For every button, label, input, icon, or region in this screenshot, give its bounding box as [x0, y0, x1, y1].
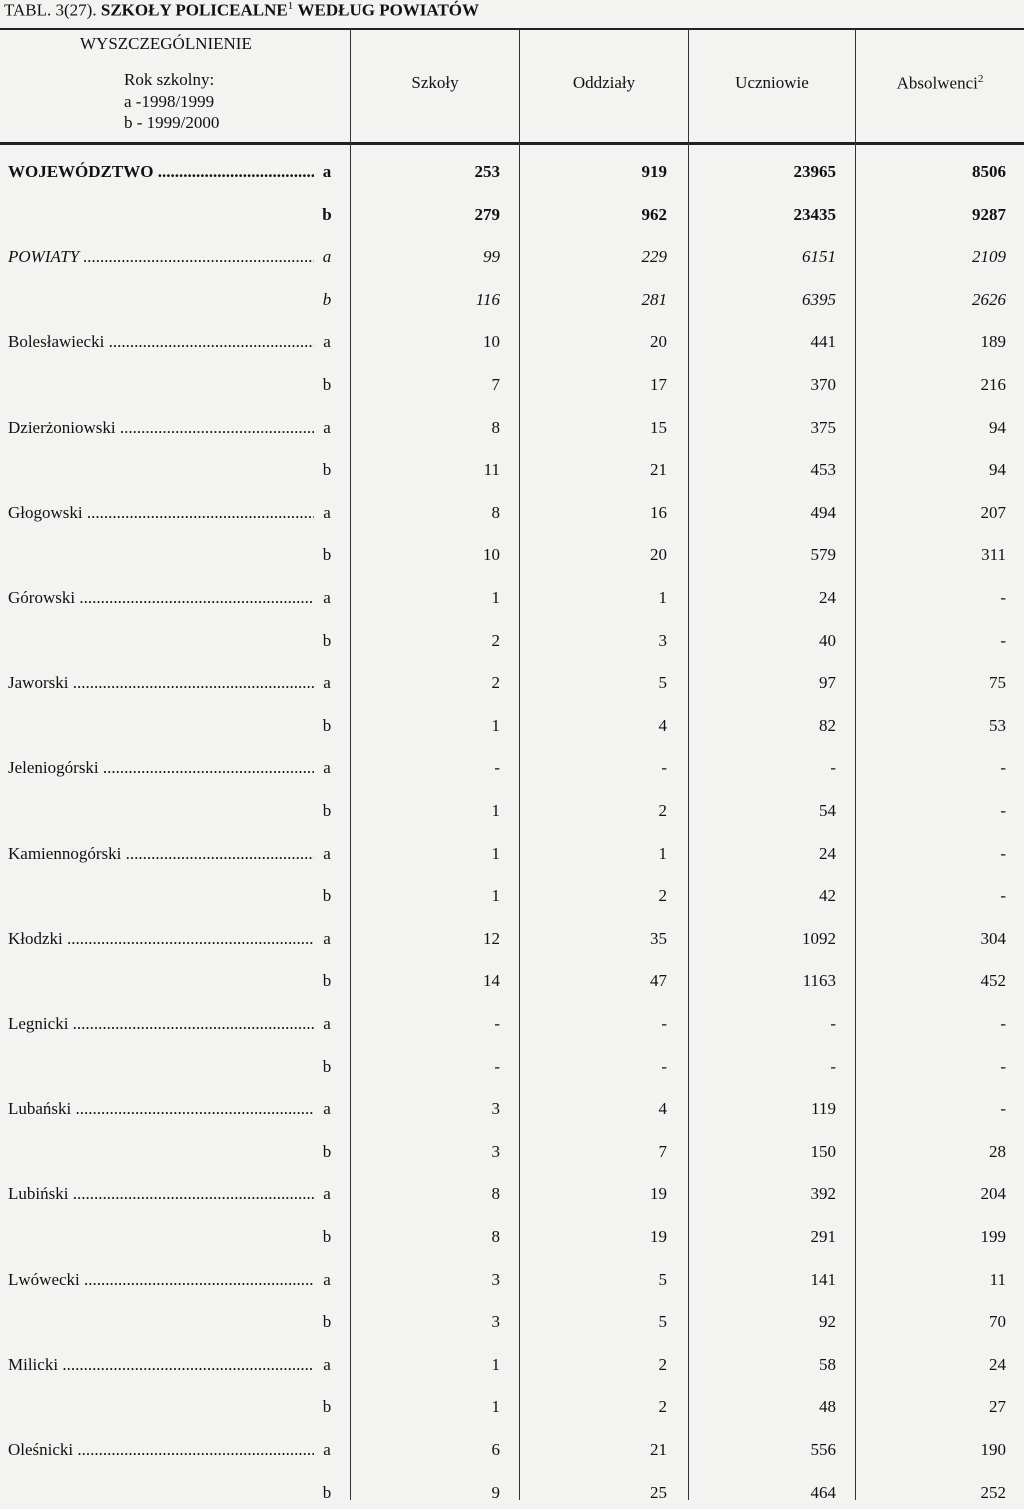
table-row [0, 754, 1024, 784]
cell-szkoly: 6 [491, 1440, 500, 1459]
cell-oddzialy: - [661, 1057, 667, 1076]
cell-szkoly: 279 [474, 205, 500, 224]
cell-oddzialy: 16 [650, 503, 667, 522]
cell-oddzialy: 5 [658, 1270, 667, 1289]
cell-szkoly: 3 [491, 1142, 500, 1161]
cell-szkoly: 1 [491, 588, 500, 607]
cell-oddzialy: 2 [658, 1397, 667, 1416]
cell-szkoly: 1 [491, 1355, 500, 1374]
table-number: TABL. 3(27). [4, 0, 97, 20]
column-header-uczniowie: Uczniowie [735, 73, 809, 92]
cell-absolwenci: 9287 [972, 205, 1006, 224]
table-row [0, 1010, 1024, 1040]
cell-absolwenci: 189 [980, 332, 1006, 351]
cell-absolwenci: 199 [980, 1227, 1006, 1246]
cell-uczniowie: 1163 [802, 971, 836, 990]
header-top-rule [0, 28, 1024, 30]
table-row [0, 158, 1024, 188]
row-label: Kłodzki ..... [8, 929, 314, 949]
cell-absolwenci: 70 [989, 1312, 1006, 1331]
table-row [0, 797, 1024, 827]
school-year-code: b [320, 1397, 334, 1417]
stub-header-b: b - 1999/2000 [124, 113, 220, 132]
school-year-code: a [320, 247, 334, 267]
stub-header-title: WYSZCZEGÓLNIENIE [80, 34, 252, 53]
table-row [0, 1053, 1024, 1083]
cell-oddzialy: 1 [658, 844, 667, 863]
cell-absolwenci: 216 [980, 375, 1006, 394]
row-label: Bolesławiecki ..... [8, 332, 314, 352]
table-title-rest: WEDŁUG POWIATÓW [297, 0, 480, 20]
cell-szkoly: 8 [491, 503, 500, 522]
table-row [0, 669, 1024, 699]
school-year-code: b [320, 886, 334, 906]
cell-szkoly: 8 [491, 1227, 500, 1246]
cell-szkoly: 1 [491, 716, 500, 735]
stub-header-a: a -1998/1999 [124, 92, 215, 111]
cell-uczniowie: 370 [810, 375, 836, 394]
cell-absolwenci: 24 [989, 1355, 1006, 1374]
footnote-2-marker: 2 [977, 73, 984, 85]
cell-szkoly: 12 [483, 929, 500, 948]
cell-absolwenci: - [1000, 1014, 1006, 1033]
column-header-absolwenci [856, 73, 1024, 94]
table-row [0, 1479, 1024, 1509]
cell-oddzialy: 281 [641, 290, 667, 309]
school-year-code: a [320, 1099, 334, 1119]
cell-uczniowie: 119 [811, 1099, 836, 1118]
table-row [0, 882, 1024, 912]
cell-absolwenci: - [1000, 588, 1006, 607]
row-label: Lubański ..... [8, 1099, 314, 1119]
school-year-code: b [320, 1312, 334, 1332]
cell-oddzialy: 21 [650, 1440, 667, 1459]
cell-uczniowie: 23965 [793, 162, 836, 181]
cell-absolwenci: 204 [980, 1184, 1006, 1203]
cell-szkoly: 3 [491, 1270, 500, 1289]
table-row [0, 1223, 1024, 1253]
school-year-code: a [320, 1440, 334, 1460]
cell-uczniowie: - [830, 1014, 836, 1033]
cell-uczniowie: 54 [819, 801, 836, 820]
cell-uczniowie: 150 [810, 1142, 836, 1161]
cell-uczniowie: 92 [819, 1312, 836, 1331]
cell-absolwenci: 452 [980, 971, 1006, 990]
cell-szkoly: 1 [491, 1397, 500, 1416]
cell-oddzialy: 19 [650, 1184, 667, 1203]
cell-uczniowie: 375 [810, 418, 836, 437]
column-header-oddzialy: Oddziały [572, 73, 636, 92]
cell-szkoly: - [494, 1057, 500, 1076]
table-row [0, 1436, 1024, 1466]
cell-oddzialy: 5 [658, 673, 667, 692]
cell-szkoly: 14 [483, 971, 500, 990]
table-row [0, 456, 1024, 486]
cell-szkoly: 7 [491, 375, 500, 394]
school-year-code: a [320, 1014, 334, 1034]
table-row [0, 371, 1024, 401]
cell-absolwenci: - [1000, 758, 1006, 777]
table-row [0, 1351, 1024, 1381]
table-row [0, 541, 1024, 571]
cell-szkoly: - [494, 1014, 500, 1033]
cell-szkoly: 1 [491, 844, 500, 863]
row-label: Jeleniogórski ..... [8, 758, 314, 778]
cell-oddzialy: 20 [650, 332, 667, 351]
cell-absolwenci: 190 [980, 1440, 1006, 1459]
school-year-code: b [320, 1057, 334, 1077]
cell-absolwenci: - [1000, 886, 1006, 905]
cell-szkoly: 8 [491, 418, 500, 437]
cell-szkoly: 10 [483, 545, 500, 564]
school-year-code: b [320, 1227, 334, 1247]
cell-absolwenci: 311 [981, 545, 1006, 564]
cell-oddzialy: 1 [658, 588, 667, 607]
table-row [0, 414, 1024, 444]
cell-oddzialy: 19 [650, 1227, 667, 1246]
cell-szkoly: 3 [491, 1312, 500, 1331]
cell-oddzialy: - [661, 1014, 667, 1033]
cell-absolwenci: - [1000, 801, 1006, 820]
stub-header-year: Rok szkolny: [124, 70, 215, 89]
table-row [0, 1138, 1024, 1168]
cell-oddzialy: 15 [650, 418, 667, 437]
cell-oddzialy: 919 [641, 162, 667, 181]
school-year-code: a [320, 844, 334, 864]
cell-uczniowie: - [830, 758, 836, 777]
cell-oddzialy: 4 [658, 716, 667, 735]
table-row [0, 243, 1024, 273]
cell-szkoly: 3 [491, 1099, 500, 1118]
cell-uczniowie: 579 [810, 545, 836, 564]
school-year-code: b [320, 460, 334, 480]
table-row [0, 328, 1024, 358]
cell-oddzialy: 25 [650, 1483, 667, 1502]
table-row [0, 925, 1024, 955]
row-label: Jaworski ..... [8, 673, 314, 693]
cell-szkoly: 2 [491, 631, 500, 650]
school-year-code: b [320, 801, 334, 821]
school-year-code: a [320, 588, 334, 608]
cell-absolwenci: 8506 [972, 162, 1006, 181]
row-label: Legnicki ..... [8, 1014, 314, 1034]
row-label: Kamiennogórski ..... [8, 844, 314, 864]
school-year-code: a [320, 929, 334, 949]
cell-uczniowie: 453 [810, 460, 836, 479]
school-year-code: b [320, 1483, 334, 1503]
table-row [0, 967, 1024, 997]
cell-uczniowie: 24 [819, 588, 836, 607]
cell-absolwenci: 53 [989, 716, 1006, 735]
cell-szkoly: 1 [491, 801, 500, 820]
cell-oddzialy: 229 [641, 247, 667, 266]
cell-uczniowie: 6151 [802, 247, 836, 266]
school-year-code: b [320, 716, 334, 736]
cell-oddzialy: 2 [658, 801, 667, 820]
cell-absolwenci: 2626 [972, 290, 1006, 309]
column-header-szkoly: Szkoły [411, 73, 459, 92]
cell-uczniowie: 40 [819, 631, 836, 650]
table-row [0, 1393, 1024, 1423]
cell-oddzialy: 2 [658, 1355, 667, 1374]
cell-uczniowie: 48 [819, 1397, 836, 1416]
school-year-code: a [320, 418, 334, 438]
cell-absolwenci: 11 [989, 1270, 1006, 1289]
cell-uczniowie: - [830, 1057, 836, 1076]
cell-szkoly: 99 [483, 247, 500, 266]
table-row [0, 584, 1024, 614]
table-row [0, 627, 1024, 657]
cell-absolwenci: 28 [989, 1142, 1006, 1161]
cell-szkoly: 253 [474, 162, 500, 181]
cell-absolwenci: 94 [989, 460, 1006, 479]
row-label: Milicki ..... [8, 1355, 314, 1375]
cell-uczniowie: 494 [810, 503, 836, 522]
row-label: WOJEWÓDZTWO ..... [8, 162, 314, 182]
cell-absolwenci: 27 [989, 1397, 1006, 1416]
cell-absolwenci: 2109 [972, 247, 1006, 266]
table-row [0, 1266, 1024, 1296]
school-year-code: a [320, 1184, 334, 1204]
school-year-code: a [320, 162, 334, 182]
school-year-code: b [320, 545, 334, 565]
cell-absolwenci: 75 [989, 673, 1006, 692]
cell-oddzialy: 21 [650, 460, 667, 479]
cell-szkoly: - [494, 758, 500, 777]
cell-oddzialy: 962 [641, 205, 667, 224]
row-label: Lubiński ..... [8, 1184, 314, 1204]
cell-szkoly: 8 [491, 1184, 500, 1203]
cell-uczniowie: 556 [810, 1440, 836, 1459]
school-year-code: a [320, 332, 334, 352]
row-label: Dzierżoniowski ..... [8, 418, 314, 438]
cell-oddzialy: 5 [658, 1312, 667, 1331]
cell-absolwenci: 94 [989, 418, 1006, 437]
cell-uczniowie: 1092 [802, 929, 836, 948]
cell-szkoly: 10 [483, 332, 500, 351]
cell-absolwenci: 207 [980, 503, 1006, 522]
cell-oddzialy: 4 [658, 1099, 667, 1118]
cell-szkoly: 1 [491, 886, 500, 905]
row-label: POWIATY ..... [8, 247, 314, 267]
cell-absolwenci: 304 [980, 929, 1006, 948]
header-bottom-rule [0, 142, 1024, 145]
cell-oddzialy: 20 [650, 545, 667, 564]
cell-uczniowie: 141 [810, 1270, 836, 1289]
school-year-code: a [320, 1355, 334, 1375]
cell-uczniowie: 97 [819, 673, 836, 692]
table-row [0, 1180, 1024, 1210]
table-row [0, 1308, 1024, 1338]
school-year-code: b [320, 290, 334, 310]
cell-uczniowie: 6395 [802, 290, 836, 309]
cell-uczniowie: 23435 [793, 205, 836, 224]
cell-oddzialy: 3 [658, 631, 667, 650]
table-row [0, 1095, 1024, 1125]
table-title-main: SZKOŁY POLICEALNE [100, 0, 288, 20]
cell-absolwenci: - [1000, 1099, 1006, 1118]
footnote-1-marker: 1 [287, 0, 294, 12]
table-row [0, 712, 1024, 742]
cell-oddzialy: - [661, 758, 667, 777]
table-row [0, 201, 1024, 231]
cell-szkoly: 11 [483, 460, 500, 479]
table-row [0, 840, 1024, 870]
cell-oddzialy: 2 [658, 886, 667, 905]
cell-absolwenci: - [1000, 631, 1006, 650]
school-year-code: b [320, 375, 334, 395]
cell-szkoly: 2 [491, 673, 500, 692]
school-year-code: a [320, 758, 334, 778]
row-label: Głogowski ..... [8, 503, 314, 523]
cell-absolwenci: 252 [980, 1483, 1006, 1502]
cell-absolwenci: - [1000, 844, 1006, 863]
cell-oddzialy: 17 [650, 375, 667, 394]
cell-uczniowie: 82 [819, 716, 836, 735]
row-label: Górowski ..... [8, 588, 314, 608]
table-row [0, 499, 1024, 529]
row-label: Oleśnicki ..... [8, 1440, 314, 1460]
cell-uczniowie: 464 [810, 1483, 836, 1502]
column-header-absolwenci-label: Absolwenci [896, 73, 978, 93]
cell-szkoly: 116 [475, 290, 500, 309]
cell-oddzialy: 7 [658, 1142, 667, 1161]
cell-uczniowie: 291 [810, 1227, 836, 1246]
school-year-code: b [320, 205, 334, 225]
school-year-code: a [320, 673, 334, 693]
cell-oddzialy: 47 [650, 971, 667, 990]
cell-szkoly: 9 [491, 1483, 500, 1502]
school-year-code: b [320, 631, 334, 651]
cell-uczniowie: 392 [810, 1184, 836, 1203]
school-year-code: a [320, 503, 334, 523]
school-year-code: a [320, 1270, 334, 1290]
cell-uczniowie: 24 [819, 844, 836, 863]
cell-uczniowie: 441 [810, 332, 836, 351]
cell-uczniowie: 58 [819, 1355, 836, 1374]
school-year-code: b [320, 1142, 334, 1162]
table-row [0, 286, 1024, 316]
table-title [4, 0, 479, 21]
row-label: Lwówecki ..... [8, 1270, 314, 1290]
school-year-code: b [320, 971, 334, 991]
cell-absolwenci: - [1000, 1057, 1006, 1076]
cell-uczniowie: 42 [819, 886, 836, 905]
cell-oddzialy: 35 [650, 929, 667, 948]
